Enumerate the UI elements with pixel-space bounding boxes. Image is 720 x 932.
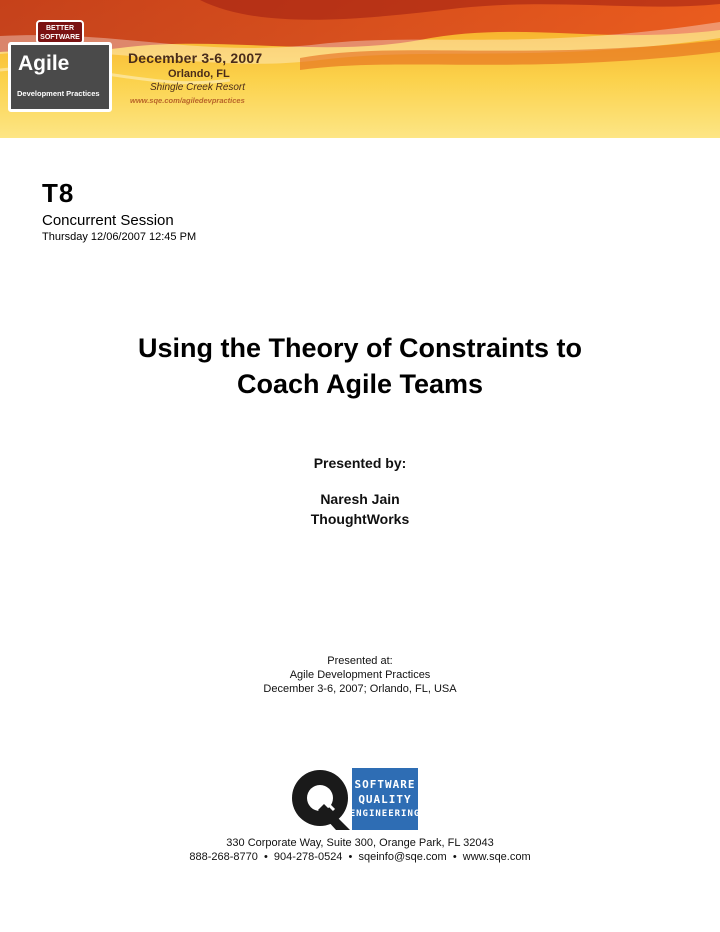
event-city: Orlando, FL [168, 68, 230, 80]
event-url: www.sqe.com/agiledevpractices [130, 96, 245, 105]
badge-top-label: BETTER SOFTWARE [36, 20, 84, 44]
title-line-1: Using the Theory of Constraints to [137, 333, 582, 363]
presented-at-details: December 3-6, 2007; Orlando, FL, USA [263, 683, 457, 695]
header-banner [0, 0, 720, 142]
presenter-name: Naresh Jain [320, 491, 400, 507]
footer-contact [0, 836, 720, 864]
presentation-title [40, 330, 680, 402]
logo-line-quality: QUALITY [358, 792, 412, 806]
badge-title: Agile [18, 52, 70, 75]
presented-by-label: Presented by: [313, 455, 407, 471]
session-time: Thursday 12/06/2007 12:45 PM [42, 231, 197, 243]
q-letter-icon [290, 768, 354, 830]
presented-at-label: Presented at: [327, 655, 393, 667]
badge-plate [8, 42, 112, 112]
presented-at-event: Agile Development Practices [289, 669, 431, 681]
session-type: Concurrent Session [42, 212, 174, 229]
presenter-company: ThoughtWorks [310, 511, 410, 527]
event-venue: Shingle Creek Resort [150, 82, 246, 93]
sqe-wordmark [349, 768, 421, 830]
sqe-logo [290, 768, 430, 830]
event-date: December 3-6, 2007 [128, 50, 263, 66]
title-line-2: Coach Agile Teams [236, 369, 484, 399]
footer-address: 330 Corporate Way, Suite 300, Orange Park, FL 32043 [226, 837, 494, 849]
agile-badge-logo [8, 20, 112, 112]
logo-line-software: SOFTWARE [354, 777, 416, 791]
badge-subtitle: Development Practices [17, 89, 100, 98]
session-code: T8 [42, 178, 75, 208]
footer-contact-line: 888-268-8770 • 904-278-0524 • sqeinfo@sqe.com • www.sqe.com [189, 851, 531, 863]
logo-line-engineering: ENGINEERING [349, 808, 421, 819]
presented-at-block [0, 654, 720, 696]
